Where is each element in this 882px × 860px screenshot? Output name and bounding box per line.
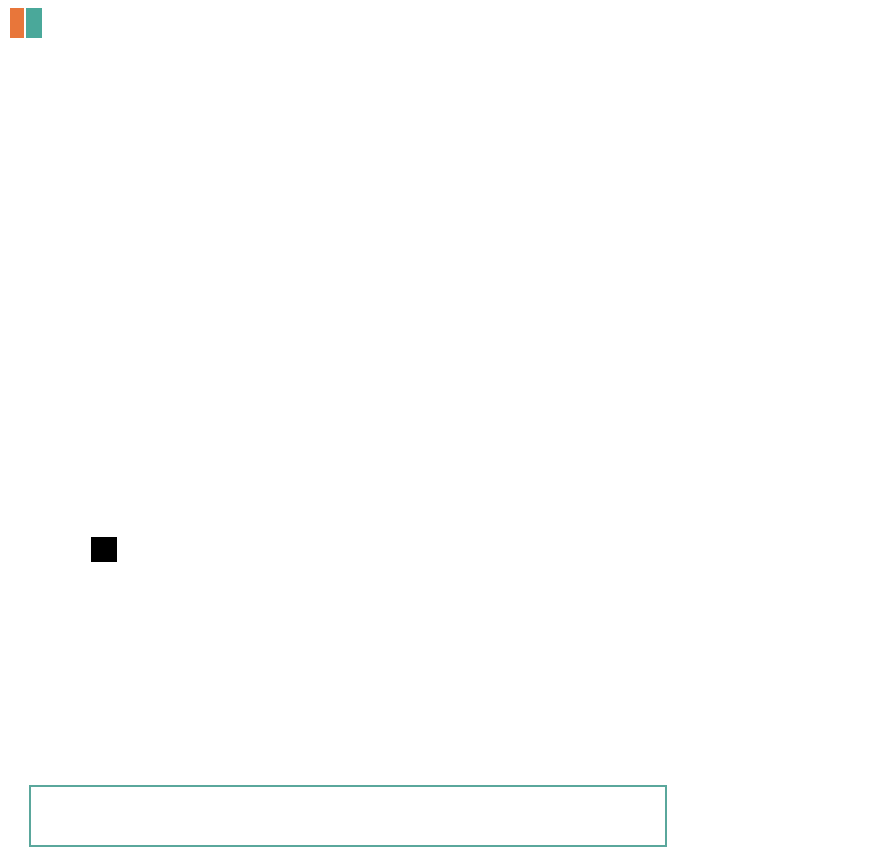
task-label xyxy=(10,8,24,38)
geometry-diagram xyxy=(0,340,882,780)
task-badge xyxy=(10,8,42,38)
answer-box xyxy=(29,785,667,847)
task-number xyxy=(26,8,42,38)
right-angle-mark xyxy=(91,537,117,562)
